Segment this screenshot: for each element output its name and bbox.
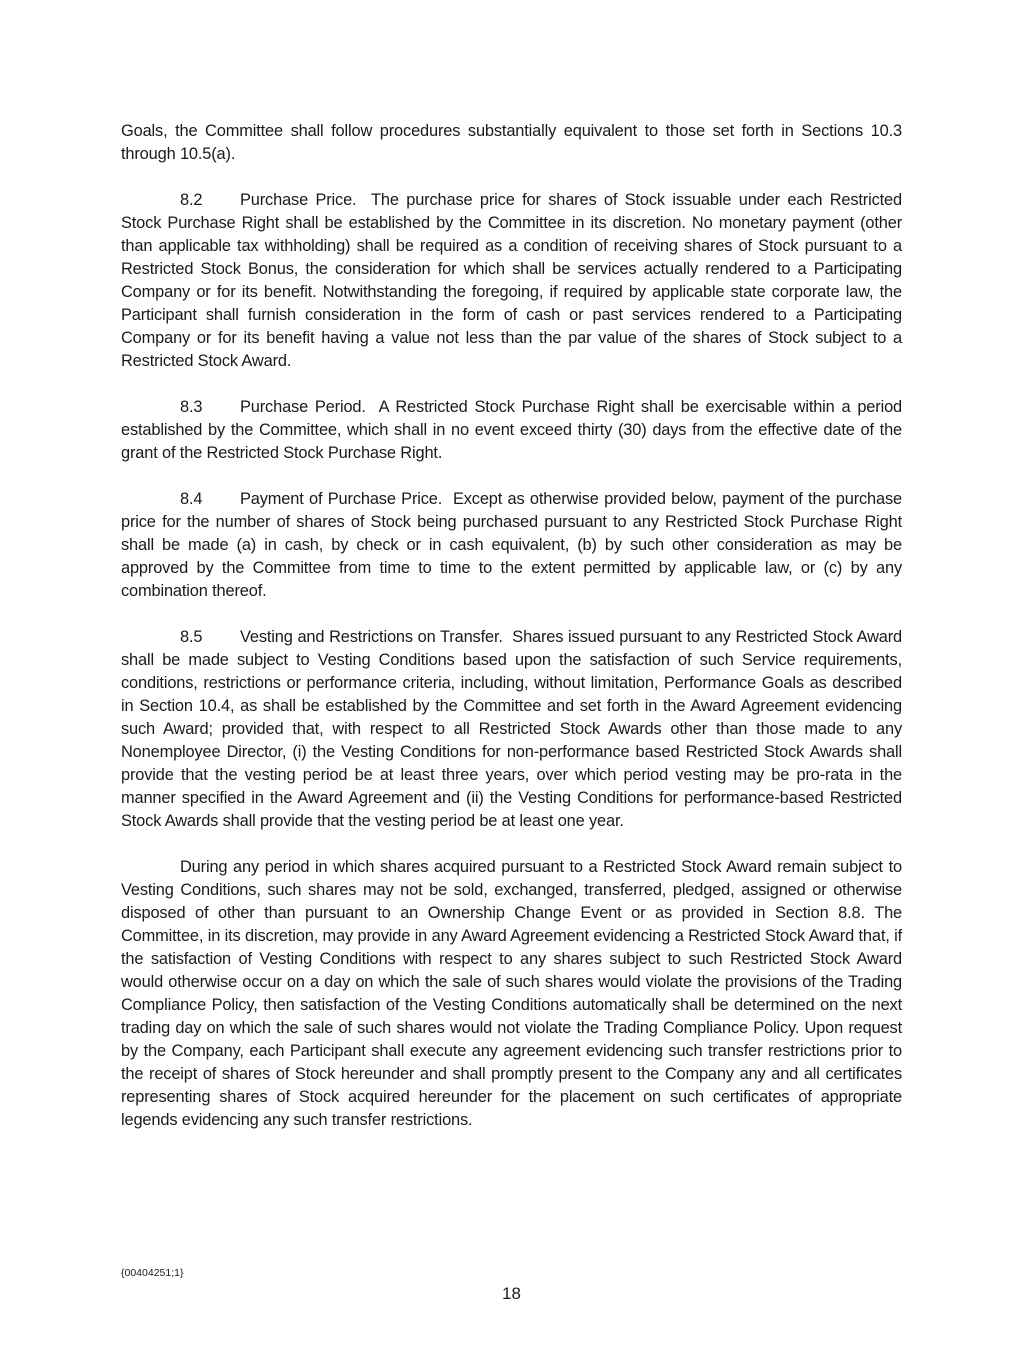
- section-heading: Purchase Period.: [240, 398, 366, 416]
- document-body: [121, 120, 902, 1132]
- section-text: A Restricted Stock Purchase Right shall be exercisable within a period established by the Committee, which shall in no event exceed thirty (30) days from the effective date of the grant of the Restricted Stock Purchase Right.: [121, 398, 902, 462]
- section-text: Except as otherwise provided below, payment of the purchase price for the number of shares of Stock being purchased pursuant to any Restricted Stock Purchase Right shall be made (a) in cash, by check or in cash equivalent, (b) by such other consideration as may be approved by the Committee from time to time to the extent permitted by applicable law, or (c) by any combination thereof.: [121, 490, 902, 600]
- section-heading: Vesting and Restrictions on Transfer.: [240, 628, 503, 646]
- section-text: The purchase price for shares of Stock issuable under each Restricted Stock Purchase Right shall be established by the Committee in its discretion. No monetary payment (other than applicable tax withholding) shall be required as a condition of receiving shares of Stock pursuant to a Restricted Stock Bonus, the consideration for which shall be services actually rendered to a Participating Company or for its benefit. Notwithstanding the foregoing, if required by applicable state corporate law, the Participant shall furnish consideration in the form of cash or past services rendered to a Participating Company or for its benefit having a value not less than the par value of the shares of Stock subject to a Restricted Stock Award.: [121, 191, 902, 370]
- section-text: Shares issued pursuant to any Restricted Stock Award shall be made subject to Vesting Conditions based upon the satisfaction of such Service requirements, conditions, restrictions or performance criteria, including, without limitation, Performance Goals as described in Section 10.4, as shall be established by the Committee and set forth in the Award Agreement evidencing such Award; provided that, with respect to all Restricted Stock Awards other than those made to any Nonemployee Director, (i) the Vesting Conditions for non-performance based Restricted Stock Awards shall provide that the vesting period be at least three years, over which period vesting may be pro-rata in the manner specified in the Award Agreement and (ii) the Vesting Conditions for performance-based Restricted Stock Awards shall provide that the vesting period be at least one year.: [121, 628, 902, 830]
- section-number: 8.3: [180, 398, 203, 416]
- intro-paragraph: Goals, the Committee shall follow procedures substantially equivalent to those set forth in Sections 10.3 through 10.5(a).: [121, 122, 902, 163]
- section-number: 8.5: [180, 628, 203, 646]
- section-8-4: [121, 488, 902, 603]
- document-id: {00404251;1}: [121, 1267, 184, 1279]
- section-8-5: [121, 626, 902, 833]
- section-heading: Purchase Price.: [240, 191, 357, 209]
- page-number: 18: [502, 1284, 521, 1303]
- section-heading: Payment of Purchase Price.: [240, 490, 443, 508]
- section-8-2: [121, 189, 902, 373]
- section-number: 8.2: [180, 191, 203, 209]
- closing-paragraph: During any period in which shares acquired pursuant to a Restricted Stock Award remain subject to Vesting Conditions, such shares may not be sold, exchanged, transferred, pledged, assigned or otherwise disposed of other than pursuant to an Ownership Change Event or as provided in Section 8.8. The Committee, in its discretion, may provide in any Award Agreement evidencing a Restricted Stock Award that, if the satisfaction of Vesting Conditions with respect to any shares subject to such Restricted Stock Award would otherwise occur on a day on which the sale of such shares would violate the provisions of the Trading Compliance Policy, then satisfaction of the Vesting Conditions automatically shall be determined on the next trading day on which the sale of such shares would not violate the Trading Compliance Policy. Upon request by the Company, each Participant shall execute any agreement evidencing such transfer restrictions prior to the receipt of shares of Stock hereunder and shall promptly present to the Company any and all certificates representing shares of Stock acquired hereunder for the placement on such certificates of appropriate legends evidencing any such transfer restrictions.: [121, 858, 902, 1129]
- section-number: 8.4: [180, 490, 203, 508]
- section-8-3: [121, 396, 902, 465]
